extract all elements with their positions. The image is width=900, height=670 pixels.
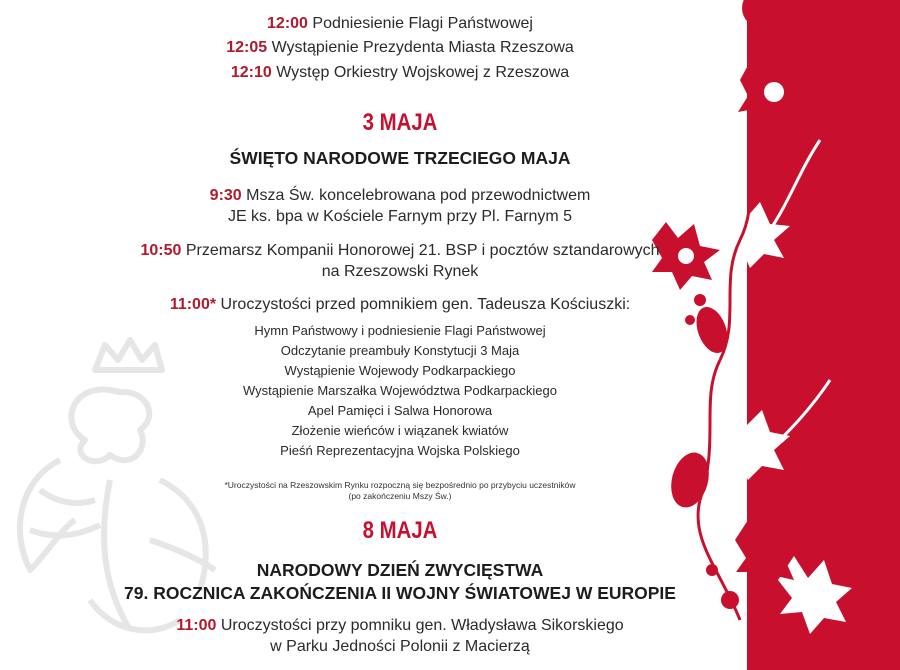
schedule-item <box>0 63 800 83</box>
program-item: Złożenie wieńców i wiązanek kwiatów <box>291 423 509 438</box>
footnote-continued: (po zakończeniu Mszy Św.) <box>348 491 452 501</box>
program-item: Wystąpienie Marszałka Województwa Podkarpackiego <box>243 383 557 398</box>
item-text-continued: na Rzeszowski Rynek <box>321 263 479 280</box>
item-text: Wystąpienie Prezydenta Miasta Rzeszowa <box>271 39 574 56</box>
item-time: 12:05 <box>226 39 268 56</box>
item-time: 12:10 <box>230 64 272 81</box>
section-date-may8: 8 MAJA <box>362 517 438 544</box>
item-text: Uroczystości przy pomniku gen. Władysława Sikorskiego <box>220 617 624 634</box>
schedule-item <box>0 616 800 636</box>
program-item: Pieśń Reprezentacyjna Wojska Polskiego <box>280 443 520 458</box>
program-item: Wystąpienie Wojewody Podkarpackiego <box>284 363 516 378</box>
section-subtitle-may8: 79. ROCZNICA ZAKOŃCZENIA II WOJNY ŚWIATOWEJ W EUROPIE <box>124 583 676 603</box>
program-item: Apel Pamięci i Salwa Honorowa <box>307 403 493 418</box>
item-text: Uroczystości przed pomnikiem gen. Tadeusza Kościuszki: <box>220 296 631 313</box>
item-time: 11:00 <box>176 617 217 634</box>
item-text: Występ Orkiestry Wojskowej z Rzeszowa <box>276 64 570 81</box>
schedule-item <box>0 14 800 34</box>
section-title-may8: NARODOWY DZIEŃ ZWYCIĘSTWA <box>256 560 544 580</box>
schedule-item <box>0 38 800 58</box>
schedule-item <box>0 186 800 206</box>
section-date-may3: 3 MAJA <box>362 109 438 136</box>
item-text: Przemarsz Kompanii Honorowej 21. BSP i pocztów sztandarowych <box>185 242 660 259</box>
program-item: Hymn Państwowy i podniesienie Flagi Państwowej <box>254 323 546 338</box>
footnote: *Uroczystości na Rzeszowskim Rynku rozpoczną się bezpośrednio po przybyciu uczestników <box>224 480 576 490</box>
schedule-item <box>0 295 800 315</box>
item-time: 10:50 <box>140 242 182 259</box>
section-title-may3: ŚWIĘTO NARODOWE TRZECIEGO MAJA <box>229 148 571 168</box>
item-text-continued: JE ks. bpa w Kościele Farnym przy Pl. Farnym 5 <box>227 208 573 225</box>
schedule-item <box>0 241 800 261</box>
item-text: Msza Św. koncelebrowana pod przewodnictwem <box>246 187 591 204</box>
item-text-continued: w Parku Jedności Polonii z Macierzą <box>270 638 530 655</box>
item-text: Podniesienie Flagi Państwowej <box>312 15 533 32</box>
item-time: 11:00* <box>169 296 217 313</box>
item-time: 12:00 <box>267 15 308 32</box>
program-item: Odczytanie preambuły Konstytucji 3 Maja <box>280 343 520 358</box>
item-time: 9:30 <box>209 187 242 204</box>
